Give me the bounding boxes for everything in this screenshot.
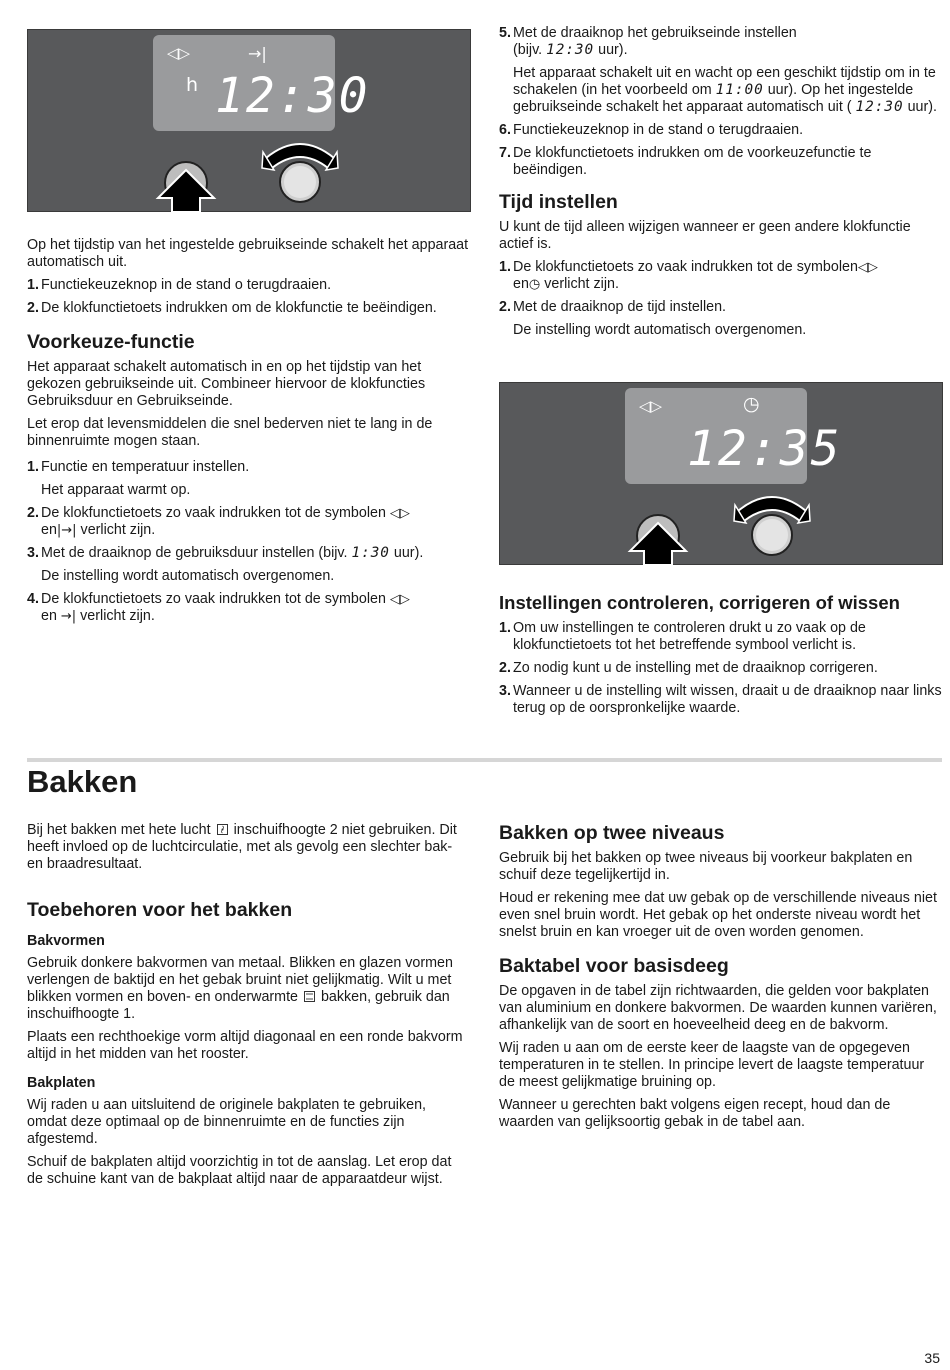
list-item: 2. De klokfunctietoets indrukken om de klokfunctie te beëindigen. [27, 300, 437, 316]
paragraph: Het apparaat schakelt automatisch in en op het tijdstip van het gekozen gebruikseinde uit. Combineer hiervoor de klokfuncties Gebruiksduur en Gebruikseinde. [27, 359, 426, 409]
lcd-time: 12:30 [855, 99, 904, 115]
list-item: 3. Wanneer u de instelling wilt wissen, draait u de draaiknop naar links terug op de oorspronkelijke waarde. [499, 683, 942, 716]
arrows-icon: ◁▷ [857, 260, 878, 275]
list-item: 1. Functie en temperatuur instellen. [27, 459, 250, 475]
display-time: 12:35 [687, 421, 842, 477]
clock-icon: ◷ [528, 277, 541, 292]
step-note: Het apparaat warmt op. [41, 482, 191, 498]
list-item: 5. Met de draaiknop het gebruikseinde instellen (bijv. 12:30 uur). [499, 25, 797, 58]
paragraph: Gebruik bij het bakken op twee niveaus bij voorkeur bakplaten en schuif deze tegelijkertijd in. [499, 850, 913, 883]
clock-icon: ◷ [743, 393, 760, 415]
oven-panel-illustration-1 [27, 29, 471, 212]
section-heading-controleren: Instellingen controleren, corrigeren of wissen [499, 592, 900, 613]
right-column-bakken [499, 808, 941, 1137]
rotary-knob-icon [260, 132, 340, 212]
section-heading-twee-niveaus: Bakken op twee niveaus [499, 822, 725, 844]
end-time-icon: →| [60, 609, 77, 624]
oven-display [625, 388, 842, 484]
paragraph: Gebruik donkere bakvormen van metaal. Blikken en glazen vormen verlengen de baktijd en het gebak bruint niet gelijkmatig. Wilt u met blikken vormen en boven- en onderwarmte bakken, gebruik dan inschuifhoogte 1. [27, 955, 453, 1022]
intro-paragraph: Op het tijdstip van het ingestelde gebruikseinde schakelt het apparaat automatisch uit. [27, 237, 469, 270]
lcd-time: 1:30 [351, 545, 390, 561]
display-time: 12:30 [215, 68, 370, 124]
section-heading-tijd: Tijd instellen [499, 191, 618, 213]
list-item: 2. Zo nodig kunt u de instelling met de draaiknop corrigeren. [499, 660, 878, 676]
left-column-bakken [27, 822, 469, 1194]
page-number: 35 [924, 1350, 940, 1366]
right-column-controleren [499, 580, 944, 723]
subheading-bakvormen: Bakvormen [27, 933, 105, 949]
paragraph: Wij raden u aan om de eerste keer de laagste van de opgegeven temperaturen in te stellen. In principe levert de laagste temperatuur de meest gelijkmatige bruining op. [499, 1040, 925, 1090]
paragraph: Houd er rekening mee dat uw gebak op de verschillende niveaus niet even snel bruin wordt. Het gebak op het onderste niveau wordt het snelst bruin en kan vroeger uit de oven worden genomen. [499, 890, 937, 940]
left-column-top [27, 237, 472, 631]
arrows-icon: ◁▷ [639, 397, 663, 415]
paragraph: Plaats een rechthoekige vorm altijd diagonaal en een ronde bakvorm altijd in het midden van het rooster. [27, 1029, 463, 1062]
paragraph: Wanneer u gerechten bakt volgens eigen recept, houd dan de waarden van gelijksoortig gebak in de tabel aan. [499, 1097, 891, 1130]
chapter-title: Bakken [27, 764, 138, 799]
oven-display [153, 35, 370, 131]
list-item: 2. De klokfunctietoets zo vaak indrukken tot de symbolen ◁▷ en|→| verlicht zijn. [27, 505, 410, 538]
paragraph: U kunt de tijd alleen wijzigen wanneer er geen andere klokfunctie actief is. [499, 219, 911, 252]
section-heading-toebehoren: Toebehoren voor het bakken [27, 899, 293, 921]
subheading-bakplaten: Bakplaten [27, 1075, 96, 1091]
step-note: Het apparaat schakelt uit en wacht op een geschikt tijdstip om in te schakelen (in het voorbeeld om 11:00 uur). Op het ingestelde gebruikseinde schakelt het apparaat automatisch uit ( 12:30 uur). [513, 65, 937, 115]
paragraph: De opgaven in de tabel zijn richtwaarden, die gelden voor bakplaten van aluminium en donkere bakvormen. De waarden kunnen variëren, afhankelijk van de soort en hoeveelheid deeg en de bakvorm. [499, 983, 937, 1033]
paragraph: Let erop dat levensmiddelen die snel bederven niet te lang in de binnenruimte mogen staan. [27, 416, 433, 449]
arrows-icon: ◁▷ [389, 592, 410, 607]
lcd-time: 11:00 [715, 82, 764, 98]
lcd-time: 12:30 [546, 42, 595, 58]
rotary-knob-icon [732, 485, 812, 565]
list-item: 4. De klokfunctietoets zo vaak indrukken tot de symbolen ◁▷ en →| verlicht zijn. [27, 591, 410, 624]
paragraph: Schuif de bakplaten altijd voorzichtig in tot de aanslag. Let erop dat de schuine kant van de bakplaat altijd naar de apparaatdeur wijst. [27, 1154, 452, 1187]
hours-indicator: h [186, 74, 199, 96]
list-item: 7. De klokfunctietoets indrukken om de voorkeuzefunctie te beëindigen. [499, 145, 872, 178]
section-heading-voorkeuze: Voorkeuze-functie [27, 331, 195, 353]
section-divider [27, 758, 942, 762]
list-item: 1. Functiekeuzeknop in de stand o terugdraaien. [27, 277, 332, 293]
step-note: De instelling wordt automatisch overgenomen. [41, 568, 335, 584]
step-note: De instelling wordt automatisch overgenomen. [513, 322, 807, 338]
hot-air-icon [217, 824, 228, 835]
list-item: 1. De klokfunctietoets zo vaak indrukken tot de symbolen◁▷ en◷ verlicht zijn. [499, 259, 878, 292]
list-item: 2. Met de draaiknop de tijd instellen. [499, 299, 726, 315]
clock-button-icon [620, 513, 700, 565]
paragraph: Wij raden u aan uitsluitend de originele bakplaten te gebruiken, omdat deze optimaal op de binnenruimte en de functies zijn afgestemd. [27, 1097, 426, 1147]
arrows-icon: ◁▷ [389, 506, 410, 521]
duration-icon: |→| [56, 523, 77, 538]
top-bottom-heat-icon [304, 991, 315, 1002]
clock-button-icon [148, 160, 228, 212]
list-item: 3. Met de draaiknop de gebruiksduur instellen (bijv. 1:30 uur). [27, 545, 424, 561]
oven-panel-illustration-2 [499, 382, 943, 565]
paragraph: Bij het bakken met hete lucht inschuifhoogte 2 niet gebruiken. Dit heeft invloed op de luchtcirculatie, met als gevolg een slechter bak- en braadresultaat. [27, 822, 457, 872]
end-time-icon: →| [248, 44, 267, 63]
list-item: 1. Om uw instellingen te controleren drukt u zo vaak op de klokfunctietoets tot het betreffende symbool verlicht is. [499, 620, 866, 653]
section-heading-baktabel: Baktabel voor basisdeeg [499, 955, 729, 977]
list-item: 6. Functiekeuzeknop in de stand o terugdraaien. [499, 122, 804, 138]
right-column-top [499, 25, 941, 345]
arrows-icon: ◁▷ [167, 44, 191, 62]
